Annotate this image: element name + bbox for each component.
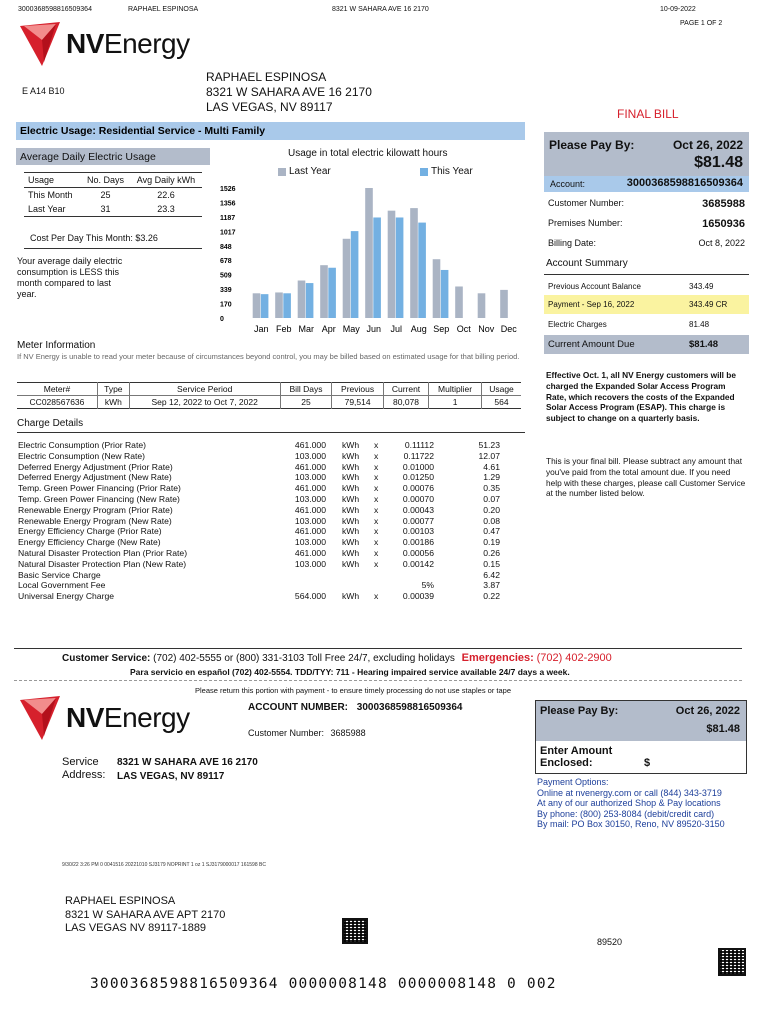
nv-energy-logo: NVEnergy: [20, 22, 190, 66]
charge-row: [18, 591, 508, 601]
charge-amount: 0.35: [483, 483, 500, 494]
stub-pay-by-box: [536, 701, 746, 741]
charge-unit: kWh: [342, 494, 360, 504]
bar-last-year: [410, 208, 418, 318]
charge-description: Renewable Energy Program (Prior Rate): [18, 504, 173, 515]
charge-amount: 0.47: [483, 526, 500, 537]
charge-rate: 0.00077: [402, 515, 434, 526]
customer-address-line1: 8321 W SAHARA AVE 16 2170: [206, 85, 372, 99]
stub-account-number: 3000368598816509364: [356, 702, 463, 713]
page-number: PAGE 1 OF 2: [680, 20, 723, 27]
charge-quantity: 461.000: [294, 504, 326, 515]
pay-by-date: Oct 26, 2022: [672, 138, 743, 152]
customer-number-row: [544, 194, 749, 214]
usage-comparison-note: Your average daily electric consumption is LESS this month compared to last year.: [17, 256, 123, 299]
charge-amount: 6.42: [483, 569, 500, 580]
meter-cell: kWh: [97, 396, 129, 409]
meter-cell: 564: [494, 397, 509, 407]
charge-multiply-sign: x: [374, 494, 379, 504]
qr-code-small: [342, 918, 368, 944]
charge-quantity: 103.000: [294, 537, 326, 548]
bar-last-year: [455, 286, 463, 318]
charge-amount: 3.87: [483, 580, 500, 591]
mailing-line2: LAS VEGAS NV 89117-1889: [65, 922, 207, 934]
electric-charges: 81.48: [689, 320, 710, 329]
enter-amount-field[interactable]: [654, 755, 740, 770]
charge-unit: kWh: [342, 450, 360, 461]
avg-usage-cell: 22.6: [157, 190, 175, 200]
charge-amount: 12.07: [478, 450, 500, 461]
charge-unit: kWh: [342, 526, 360, 537]
charge-multiply-sign: x: [374, 515, 379, 526]
charge-unit: kWh: [342, 515, 360, 526]
legend-swatch-this-year: [420, 168, 428, 176]
x-tick-label: Dec: [500, 324, 517, 334]
charge-multiply-sign: x: [374, 440, 379, 450]
meter-cell: Sep 12, 2022 to Oct 7, 2022: [129, 396, 280, 409]
pay-by-box: [544, 132, 749, 176]
charge-quantity: 103.000: [294, 450, 326, 461]
x-tick-label: Jan: [253, 324, 269, 334]
charge-rate: 0.00070: [402, 494, 434, 504]
avg-usage-cell: 23.3: [157, 204, 175, 214]
print-code: 9/30/22 3:26 PM 0 0041516 20221010 SJ3179 NOPRINT 1 oz 1 SJ3179000017 161598 BC: [62, 862, 266, 868]
x-tick-label: Oct: [456, 324, 471, 334]
y-tick-label: 0: [220, 316, 224, 323]
charge-multiply-sign: x: [374, 483, 379, 494]
avg-usage-title: Average Daily Electric Usage: [16, 148, 210, 165]
mailing-line1: 8321 W SAHARA AVE APT 2170: [65, 908, 226, 921]
charge-row: [18, 537, 508, 547]
charge-description: Basic Service Charge: [18, 569, 101, 580]
charge-multiply-sign: x: [374, 591, 379, 602]
charge-description: Deferred Energy Adjustment (New Rate): [18, 472, 172, 483]
bar-this-year: [418, 223, 426, 318]
meter-header: Service Period: [129, 383, 280, 396]
charge-amount: 0.22: [483, 591, 500, 602]
account-summary-title: Account Summary: [546, 258, 628, 269]
avg-usage-header: Usage: [28, 175, 55, 185]
electric-charges-row: [544, 314, 749, 335]
charge-description: Deferred Energy Adjustment (Prior Rate): [18, 461, 173, 472]
customer-number: 3685988: [702, 198, 745, 210]
charge-quantity: 103.000: [294, 472, 326, 483]
payment-option-phone: By phone: (800) 253-8084 (debit/credit card): [537, 808, 715, 819]
charge-description: Natural Disaster Protection Plan (Prior Rate): [18, 548, 188, 558]
charge-row: [18, 483, 508, 493]
avg-usage-cell: Last Year: [28, 204, 66, 214]
current-amount-due-label: Current Amount Due: [548, 339, 635, 350]
stub-service-address: [117, 756, 258, 784]
charge-multiply-sign: x: [374, 450, 379, 461]
charge-description: Electric Consumption (Prior Rate): [18, 440, 146, 450]
chart-legend-last-year: [278, 166, 331, 177]
customer-service-line: [62, 652, 612, 664]
charge-unit: kWh: [342, 440, 360, 450]
avg-usage-cell: This Month: [28, 190, 73, 200]
charge-description: Universal Energy Charge: [18, 591, 115, 602]
charge-quantity: 103.000: [294, 515, 326, 526]
charge-multiply-sign: x: [374, 548, 379, 558]
meter-header: Bill Days: [280, 383, 332, 396]
meter-cell: 25: [280, 396, 332, 409]
charge-unit: kWh: [342, 504, 360, 515]
meter-cell: 80,078: [383, 396, 428, 409]
account-details: [544, 194, 749, 252]
x-tick-label: Nov: [478, 324, 495, 334]
charge-row: [18, 580, 508, 590]
stub-customer-number-line: [248, 728, 366, 738]
charge-amount: 1.29: [483, 472, 500, 483]
payment-amount: 343.49 CR: [689, 300, 728, 309]
bar-this-year: [261, 294, 269, 318]
charge-quantity: 461.000: [294, 440, 326, 450]
payment-row: [544, 295, 749, 314]
stub-customer-label: Customer Number:: [248, 728, 325, 738]
charge-rate: 0.00186: [402, 537, 434, 548]
y-tick-label: 339: [220, 287, 232, 295]
charge-amount: 0.07: [483, 494, 500, 504]
avg-usage-header: No. Days: [86, 175, 124, 185]
charge-rate: 0.11722: [403, 450, 434, 461]
nv-energy-logo-icon: [20, 22, 66, 66]
enter-amount-label: Enter Amount Enclosed:: [540, 745, 613, 769]
charge-row: [18, 462, 508, 472]
charge-quantity: 461.000: [294, 461, 326, 472]
charge-row: [18, 548, 508, 558]
cost-per-day: Cost Per Day This Month: $3.26: [30, 233, 158, 243]
bar-last-year: [343, 239, 351, 318]
avg-usage-header: Avg Daily kWh: [136, 175, 196, 185]
charge-amount: 0.15: [483, 558, 500, 569]
bar-last-year: [365, 188, 373, 318]
chart-legend-this-year: [420, 166, 473, 177]
electric-charges-label: Electric Charges: [548, 320, 607, 329]
charge-multiply-sign: x: [374, 558, 379, 569]
payment-options-title: Payment Options:: [537, 777, 609, 787]
charge-description: Energy Efficiency Charge (New Rate): [18, 537, 161, 548]
charge-row: [18, 570, 508, 580]
nv-energy-logo-stub: NVEnergy: [20, 696, 190, 740]
meter-header: Previous: [332, 383, 384, 396]
charge-amount: 0.19: [483, 537, 500, 548]
meter-info-title: Meter Information: [17, 340, 96, 351]
meter-header: Usage: [482, 383, 522, 396]
stub-account-label: ACCOUNT NUMBER:: [248, 702, 348, 713]
bar-last-year: [478, 293, 486, 318]
charge-details-title: Charge Details: [17, 418, 84, 429]
charge-description: Temp. Green Power Financing (New Rate): [18, 494, 180, 504]
spanish-service-line: Para servicio en español (702) 402-5554. TDD/TYY: 711 - Hearing impaired service available 24/7 days a week.: [130, 667, 570, 677]
nv-energy-logo-stub-icon: [20, 696, 66, 740]
charge-rate: 0.01250: [402, 472, 434, 483]
x-tick-label: Jun: [366, 324, 382, 334]
avg-usage-header-row: [24, 173, 202, 188]
bar-last-year: [320, 265, 328, 318]
customer-service-label: Customer Service:: [62, 653, 151, 664]
account-number: 3000368598816509364: [626, 177, 743, 189]
legend-label-last-year: Last Year: [289, 166, 331, 177]
x-tick-label: Sep: [433, 324, 450, 334]
emergencies-label: Emergencies:: [461, 652, 534, 664]
bar-last-year: [275, 292, 283, 318]
stub-service-address-labels: [62, 756, 105, 782]
bar-this-year: [373, 217, 381, 318]
charge-rate: 5%: [421, 580, 434, 591]
x-tick-label: Mar: [298, 324, 314, 334]
charge-rate: 0.00043: [402, 504, 434, 515]
charge-description: Temp. Green Power Financing (Prior Rate): [18, 483, 181, 494]
bar-this-year: [328, 268, 336, 318]
charge-quantity: 461.000: [294, 548, 326, 558]
charge-amount: 0.26: [483, 548, 500, 558]
bar-this-year: [283, 293, 291, 318]
header-name: RAPHAEL ESPINOSA: [128, 6, 199, 13]
charge-unit: kWh: [342, 483, 360, 494]
enter-amount-dollar: $: [644, 757, 651, 769]
payment-label: Payment - Sep 16, 2022: [548, 300, 635, 309]
charge-multiply-sign: x: [374, 472, 379, 483]
meter-cell: 1: [429, 396, 482, 409]
header-address: 8321 W SAHARA AVE 16 2170: [332, 6, 429, 13]
mailing-address: [65, 895, 225, 936]
stub-pay-by-label: Please Pay By:: [540, 705, 619, 717]
charge-row: [18, 472, 508, 482]
chart-title: Usage in total electric kilowatt hours: [288, 148, 448, 159]
premises-number-row: [544, 214, 749, 234]
meter-header: Multiplier: [429, 383, 482, 396]
meter-header: Current: [383, 383, 428, 396]
charge-row: [18, 440, 508, 450]
charge-unit: kWh: [342, 461, 360, 472]
final-bill-label: FINAL BILL: [617, 107, 679, 121]
charge-amount: 0.20: [483, 504, 500, 515]
previous-balance-row: [544, 278, 749, 295]
account-summary-table: [544, 278, 749, 354]
charge-description: Natural Disaster Protection Plan (New Rate): [18, 558, 187, 569]
charge-amount: 51.23: [478, 440, 500, 450]
customer-service-numbers: (702) 402-5555 or (800) 331-3103 Toll Free 24/7, excluding holidays: [153, 653, 455, 664]
x-tick-label: Aug: [410, 324, 427, 334]
charge-quantity: 103.000: [294, 558, 326, 569]
charge-unit: kWh: [342, 591, 360, 602]
y-tick-label: 678: [220, 258, 232, 266]
bar-last-year: [388, 211, 396, 318]
stub-customer-number: 3685988: [330, 728, 366, 738]
stub-service-line2: LAS VEGAS, NV 89117: [117, 771, 225, 782]
meter-cell: 79,514: [332, 396, 384, 409]
stub-service-label: Service: [62, 756, 99, 768]
payment-option-mail: By mail: PO Box 30150, Reno, NV 89520-3150: [537, 819, 725, 829]
charge-quantity: 461.000: [294, 526, 326, 537]
meter-table: [17, 382, 521, 409]
avg-usage-table: [24, 172, 202, 217]
qr-code-large: [718, 948, 746, 976]
bar-last-year: [500, 290, 508, 318]
billing-date-label: Billing Date:: [548, 238, 597, 248]
pay-by-label: Please Pay By:: [549, 138, 635, 152]
header-date: 10-09-2022: [660, 6, 696, 13]
avg-usage-row: [24, 202, 202, 217]
customer-address-line2: LAS VEGAS, NV 89117: [206, 100, 333, 114]
customer-address-block: [206, 70, 372, 115]
bar-last-year: [433, 259, 441, 318]
charge-unit: kWh: [342, 548, 360, 558]
charge-quantity: 564.000: [294, 591, 326, 602]
meter-header-row: [17, 383, 521, 396]
header-account: 3000368598816509364: [18, 6, 92, 13]
customer-number-label: Customer Number:: [548, 198, 625, 208]
y-tick-label: 1356: [220, 200, 236, 208]
avg-usage-cell: 25: [100, 190, 111, 200]
route-code: E A14 B10: [22, 86, 65, 96]
legend-swatch-last-year: [278, 168, 286, 176]
amount-due-large: $81.48: [694, 154, 743, 171]
usage-chart: [216, 180, 526, 336]
previous-balance-label: Previous Account Balance: [548, 282, 641, 291]
ocr-scanline: 3000368598816509364 0000008148 0000008148 0 002: [90, 976, 557, 992]
charge-row: [18, 526, 508, 536]
x-tick-label: Feb: [275, 324, 292, 334]
account-number-bar: [544, 176, 749, 192]
premises-label: Premises Number:: [548, 218, 623, 228]
stub-payment-box: [535, 700, 747, 774]
charge-description: Local Government Fee: [18, 580, 106, 591]
charge-quantity: 103.000: [294, 494, 326, 504]
charge-multiply-sign: x: [374, 526, 379, 537]
charge-multiply-sign: x: [374, 504, 379, 515]
esap-notice: Effective Oct. 1, all NV Energy customers will be charged the Expanded Solar Access Program Rate, which recovers the costs of the Expanded Solar Access Program (ESAP). This charge is subject to change on a quarterly basis.: [546, 370, 736, 424]
avg-usage-row: [24, 188, 202, 203]
y-tick-label: 848: [220, 243, 232, 251]
y-tick-label: 509: [220, 272, 232, 280]
stub-service-line1: 8321 W SAHARA AVE 16 2170: [117, 757, 258, 768]
payment-option-shop: At any of our authorized Shop & Pay locations: [537, 798, 721, 808]
account-label: Account:: [550, 179, 586, 189]
bar-this-year: [306, 283, 314, 318]
charge-rate: 0.00142: [402, 558, 434, 569]
charge-amount: 4.61: [483, 461, 500, 472]
charge-amount: 0.08: [483, 515, 500, 526]
customer-name: RAPHAEL ESPINOSA: [206, 70, 327, 84]
bar-last-year: [298, 281, 306, 318]
charge-row: [18, 516, 508, 526]
mailing-name: RAPHAEL ESPINOSA: [65, 895, 176, 907]
x-tick-label: May: [342, 324, 360, 334]
y-tick-label: 1526: [220, 186, 236, 193]
y-tick-label: 1187: [220, 214, 236, 222]
payment-option-online: Online at nvenergy.com or call (844) 343-3719: [537, 787, 722, 798]
charge-rate: 0.00056: [402, 548, 434, 558]
x-tick-label: Jul: [390, 324, 403, 334]
charge-quantity: 461.000: [294, 483, 326, 494]
stub-address-label: Address:: [62, 769, 106, 781]
bar-last-year: [253, 293, 261, 318]
charge-description: Energy Efficiency Charge (Prior Rate): [18, 526, 162, 537]
charge-row: [18, 494, 508, 504]
emergencies-number: (702) 402-2900: [536, 652, 612, 664]
stub-amount: $81.48: [706, 723, 740, 735]
bar-this-year: [441, 270, 449, 318]
legend-label-this-year: This Year: [431, 166, 473, 177]
billing-date: Oct 8, 2022: [698, 238, 745, 248]
charge-unit: kWh: [342, 558, 360, 569]
service-banner: Electric Usage: Residential Service - Multi Family: [16, 122, 525, 140]
charge-unit: kWh: [342, 472, 360, 483]
charge-row: [18, 505, 508, 515]
return-portion-note: Please return this portion with payment - to ensure timely processing do not use staples or tape: [195, 686, 511, 695]
charge-rate: 0.00076: [402, 483, 434, 494]
charge-row: [18, 451, 508, 461]
meter-header: Type: [97, 383, 129, 396]
charge-description: Electric Consumption (New Rate): [18, 450, 146, 461]
y-tick-label: 170: [220, 301, 232, 309]
current-amount-due-row: [544, 335, 749, 354]
bar-this-year: [351, 231, 359, 318]
avg-usage-cell: 31: [100, 204, 111, 214]
charge-multiply-sign: x: [374, 461, 379, 472]
charge-rate: 0.11112: [404, 440, 434, 450]
billing-date-row: [544, 234, 749, 252]
meter-info-note: If NV Energy is unable to read your meter because of circumstances beyond control, you may be billed based on estimated usage for that billing period.: [17, 352, 520, 361]
final-bill-notice: This is your final bill. Please subtract any amount that you've paid from the total amount due. If you need help with these charges, please call Customer Service at the number listed below.: [546, 456, 746, 499]
charge-rate: 0.01000: [402, 461, 434, 472]
payment-options: [537, 777, 725, 830]
charge-description: Renewable Energy Program (New Rate): [18, 515, 172, 526]
bar-this-year: [396, 217, 404, 318]
x-tick-label: Apr: [321, 324, 336, 334]
y-tick-label: 1017: [220, 229, 236, 237]
meter-data-row: [17, 396, 521, 409]
previous-balance: 343.49: [689, 282, 714, 291]
charge-multiply-sign: x: [374, 537, 379, 548]
charge-unit: kWh: [342, 537, 360, 548]
meter-cell: CC028567636: [17, 396, 97, 409]
premises-number: 1650936: [702, 218, 745, 230]
stub-pay-by-date: Oct 26, 2022: [675, 705, 740, 717]
charge-rate: 0.00039: [402, 591, 434, 602]
remit-zip-code: 89520: [597, 937, 623, 947]
charge-row: [18, 559, 508, 569]
current-amount-due: $81.48: [689, 339, 719, 350]
charge-rate: 0.00103: [402, 526, 434, 537]
stub-account-number-line: [248, 702, 462, 713]
meter-header: Meter#: [17, 383, 97, 396]
